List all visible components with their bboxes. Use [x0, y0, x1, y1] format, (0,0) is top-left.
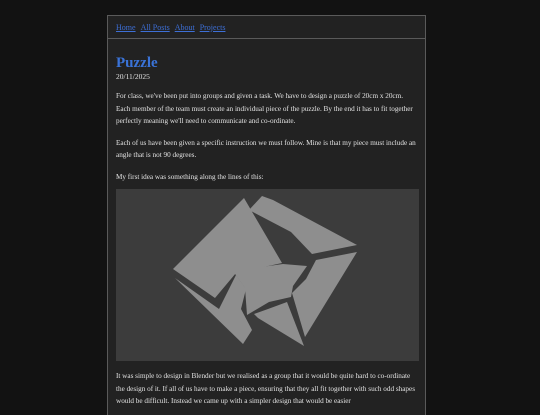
- post-paragraph-2: Each of us have been given a specific instruction we must follow. Mine is that my piece must include an angle that is not 90 degrees.: [116, 138, 416, 159]
- nav-all-posts-link[interactable]: All Posts: [140, 22, 170, 32]
- puzzle-render-image: [116, 189, 419, 361]
- nav-projects-link[interactable]: Projects: [199, 22, 226, 32]
- blog-post-container: [107, 15, 426, 415]
- post-paragraph-4: It was simple to design in Blender but we realised as a group that it would be quite hard to co-ordinate the design of it. If all of us have to make a piece, ensuring that they all fit together with such odd shapes would be difficult. Instead we came up with a simpler design that would be easier: [116, 372, 415, 405]
- post-date: 20/11/2025: [116, 72, 150, 81]
- puzzle-piece-bottom-right: [254, 302, 304, 346]
- puzzle-pieces-illustration: [116, 189, 419, 361]
- post-content: [108, 39, 425, 408]
- top-nav: [108, 16, 425, 39]
- nav-about-link[interactable]: About: [174, 22, 195, 32]
- post-paragraph-3: My first idea was something along the lines of this:: [116, 172, 264, 181]
- post-paragraph-1: For class, we've been put into groups and given a task. We have to design a puzzle of 20cm x 20cm. Each member of the team must create an individual piece of the puzzle. By the end it has to fit together perfectly meaning we'll need to communicate and co-ordinate.: [116, 92, 413, 125]
- nav-home-link[interactable]: Home: [116, 22, 136, 32]
- post-title: Puzzle: [116, 55, 158, 71]
- puzzle-piece-right: [292, 252, 357, 337]
